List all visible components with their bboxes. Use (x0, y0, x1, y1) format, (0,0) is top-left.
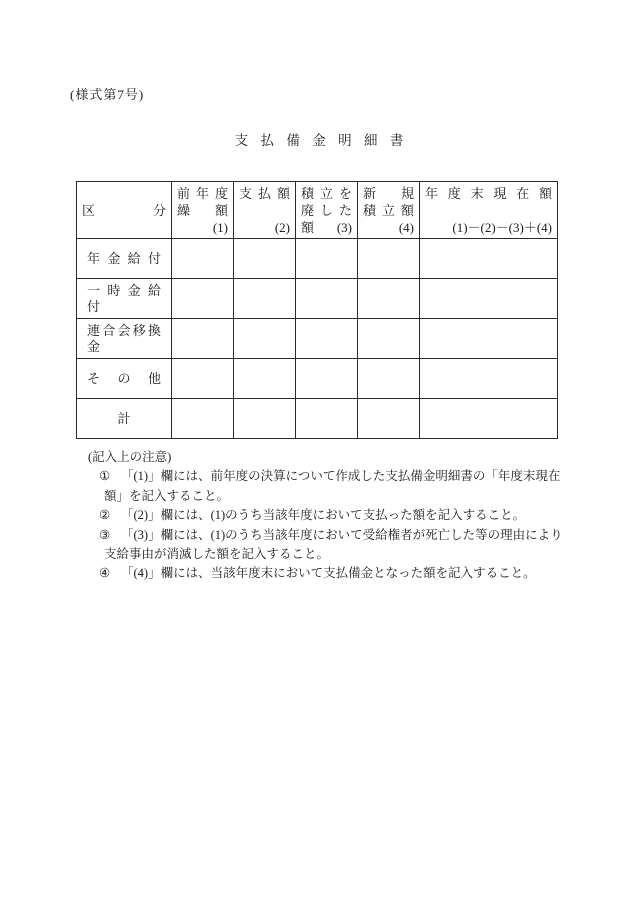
amount-cell (358, 359, 420, 399)
notes-heading: (記入上の注意) (88, 450, 172, 464)
col-header-line: 支 払 額 (239, 186, 290, 201)
amount-cell (296, 399, 358, 439)
col-header-formula: (1)－(2)－(3)＋(4) (452, 220, 552, 235)
table-row-other (77, 359, 558, 399)
row-label-cell (77, 399, 172, 439)
row-label: 一 時 金 給 付 (87, 282, 161, 314)
row-label-cell (77, 239, 172, 279)
payment-reserve-table (76, 181, 558, 439)
amount-cell (420, 399, 558, 439)
row-label-total: 計 (117, 410, 131, 426)
amount-cell (296, 279, 358, 319)
note-item-1 (88, 467, 588, 506)
amount-cell (296, 359, 358, 399)
note-line: 額」を記入すること。 (104, 488, 230, 503)
amount-cell (234, 359, 296, 399)
note-line: 「(3)」欄には、(1)のうち当該年度において受給権者が死亡した等の理由により (121, 527, 563, 542)
amount-cell (420, 359, 558, 399)
note-line: 支給事由が消滅した額を記入すること。 (104, 547, 330, 562)
amount-cell (420, 279, 558, 319)
amount-cell (234, 279, 296, 319)
col-header-year-end-balance (420, 182, 558, 239)
table-row-pension-benefits (77, 239, 558, 279)
row-label-cell (77, 319, 172, 359)
amount-cell (172, 399, 234, 439)
col-header-line: 積 立 を (301, 186, 352, 201)
col-header-category (77, 182, 172, 239)
note-number: ② (99, 508, 111, 523)
amount-cell (234, 399, 296, 439)
col-header-number: (3) (336, 220, 352, 235)
col-header-new-reserve (358, 182, 420, 239)
col-header-line (234, 202, 295, 219)
amount-cell (358, 279, 420, 319)
amount-cell (234, 239, 296, 279)
note-line: 「(2)」欄には、(1)のうち当該年度において支払った額を記入すること。 (121, 508, 526, 523)
row-label: そ の 他 (87, 370, 161, 386)
col-header-line (420, 202, 557, 219)
amount-cell (420, 319, 558, 359)
col-header-line: 新 規 (363, 186, 414, 201)
note-number: ④ (99, 566, 111, 581)
col-header-number: (1) (212, 220, 228, 235)
row-label-cell (77, 359, 172, 399)
row-label: 年 金 給 付 (87, 250, 161, 266)
col-header-prev-year-carryover (172, 182, 234, 239)
notes-section (88, 448, 588, 584)
table-row-lump-sum-benefits (77, 279, 558, 319)
form-number-label: (様式第7号) (70, 87, 145, 102)
note-number: ① (99, 469, 111, 484)
col-header-abolished-reserve (296, 182, 358, 239)
col-header-paid-amount (234, 182, 296, 239)
col-header-number: (2) (274, 220, 290, 235)
note-line: 「(4)」欄には、当該年度末において支払備金となった額を記入すること。 (121, 566, 536, 581)
amount-cell (172, 239, 234, 279)
note-item-2 (88, 506, 588, 525)
amount-cell (420, 239, 558, 279)
col-header-number: (4) (398, 220, 414, 235)
amount-cell (234, 319, 296, 359)
page-title: 支 払 備 金 明 細 書 (234, 133, 404, 148)
amount-cell (358, 239, 420, 279)
col-header-line: 前 年 度 (177, 186, 228, 201)
amount-cell (296, 319, 358, 359)
table-header-row (77, 182, 558, 239)
row-label-cell (77, 279, 172, 319)
amount-cell (358, 399, 420, 439)
col-header-line: 年 度 末 現 在 額 (425, 186, 552, 201)
amount-cell (296, 239, 358, 279)
note-line: 「(1)」欄には、前年度の決算について作成した支払備金明細書の「年度末現在 (121, 469, 561, 484)
amount-cell (172, 359, 234, 399)
note-number: ③ (99, 527, 111, 542)
amount-cell (358, 319, 420, 359)
table-row-total (77, 399, 558, 439)
col-header-line: 廃した額 (301, 203, 352, 235)
col-header-line: 積 立 額 (363, 203, 414, 218)
col-header-category-label: 区 分 (82, 203, 166, 218)
row-label: 連合会移換金 (87, 322, 161, 354)
amount-cell (172, 319, 234, 359)
col-header-line: 繰 額 (177, 203, 228, 218)
amount-cell (172, 279, 234, 319)
note-item-3 (88, 526, 588, 565)
note-item-4 (88, 564, 588, 583)
table-row-federation-transfer (77, 319, 558, 359)
